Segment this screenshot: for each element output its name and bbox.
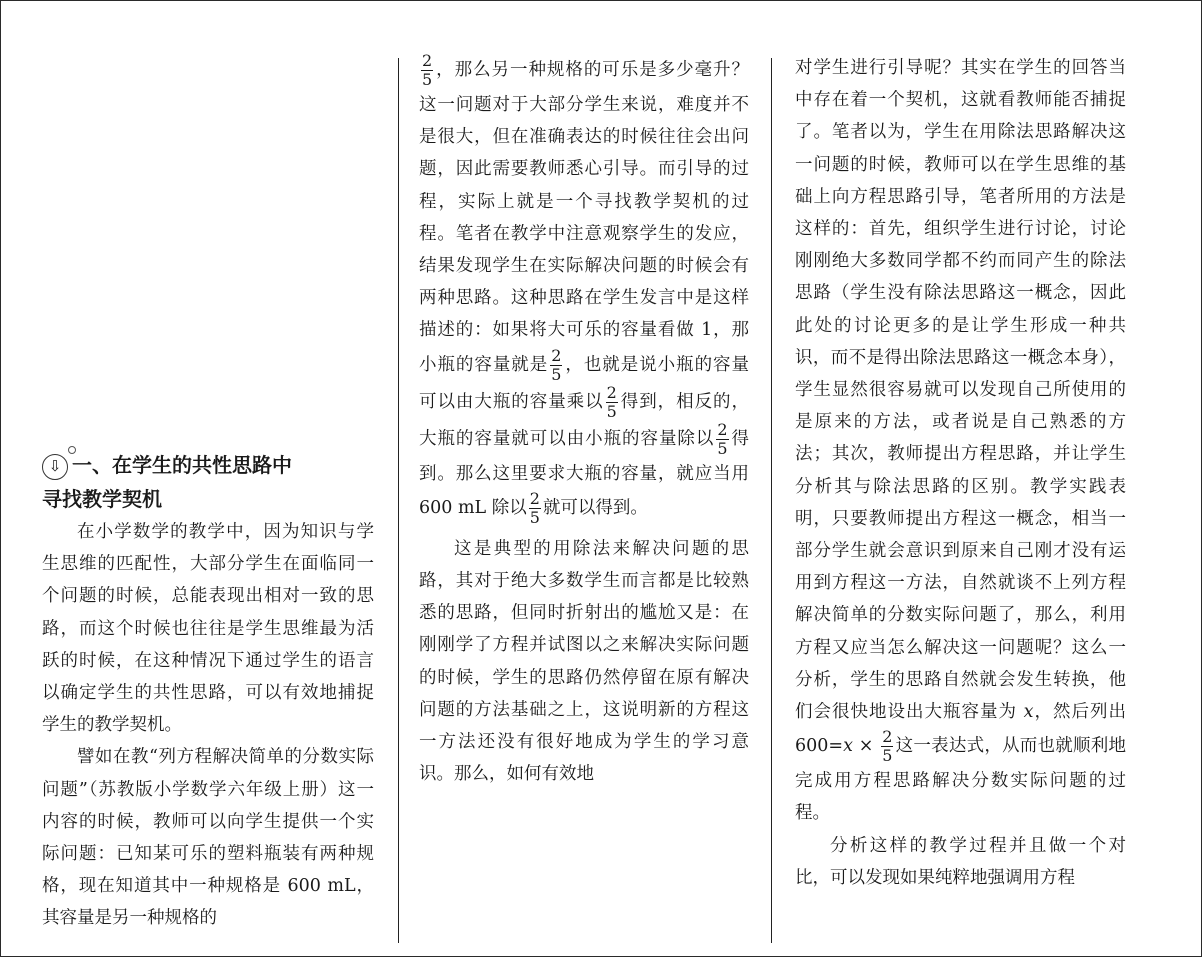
paragraph-2: 譬如在教“列方程解决简单的分数实际问题”（苏教版小学数学六年级上册）这一内容的时候，教师可以向学生提供一个实际问题：已知某可乐的塑料瓶装有两种规格，现在知道其中一种规格是 600 mL，其容量是另一种规格的 — [42, 747, 374, 929]
section-heading — [42, 448, 374, 516]
text-segment: 对学生进行引导呢？其实在学生的回答当中存在着一个契机，这就看教师能否捕捉了。笔者以为，学生在用除法思路解决这一问题的时候，教师可以在学生思维的基础上向方程思路引导，笔者所用的方法是这样的：首先，组织学生进行讨论，讨论刚刚绝大多数同学都不约而同产生的除法思路（学生没有除法思路这一概念，因此此处的讨论更多的是让学生形成一种共识，而不是得出除法思路这一概念本身），学生显然很容易就可以发现自己所使用的是原来的方法，或者说是自己熟悉的方法；其次，教师提出方程思路，并让学生分析其与除法思路的区别。教学实践表明，只要教师提出方程这一概念，相当一部分学生就会意识到原来自己刚才没有运用到方程这一方法，自然就谈不上列方程解决简单的分数实际问题了，那么，利用方程又应当怎么解决这一问题呢？这么一分析，学生的思路自然就会发生转换，他们会很快地设出大瓶容量为 — [795, 58, 1126, 723]
column-rule-right — [771, 58, 772, 943]
column-1 — [42, 448, 374, 935]
text-segment: 得到。那么这里要求大瓶的容量，就应当用 600 mL 除以 — [419, 428, 750, 518]
text-segment: ，那么另一种规格的可乐是多少毫升？这一问题对于大部分学生来说，难度并不是很大，但在准确表达的时候往往会出问题，因此需要教师悉心引导。而引导的过程，实际上就是一个寻找教学契机的过程。笔者在教学中注意观察学生的发应，结果发现学生在实际解决问题的时候会有两种思路。这种思路在学生发言中是这样描述的：如果将大可乐的容量看做 1，那小瓶的容量就是 — [419, 60, 749, 375]
paragraph-1: 在小学数学的教学中，因为知识与学生思维的匹配性，大部分学生在面临同一个问题的时候，总能表现出相对一致的思路，而这个时候也往往是学生思维最为活跃的时候，在这种情况下通过学生的语言以确定学生的共性思路，可以有效地捕捉学生的教学契机。 — [42, 522, 374, 736]
fraction-two-fifths: $\frac{2}{5}$ — [882, 727, 893, 766]
down-arrow-circle-icon: ⇩ — [42, 454, 68, 480]
text-segment: 得到，相反的，大瓶的容量就可以由小瓶的容量除以 — [419, 391, 750, 449]
times-sign: × — [852, 736, 880, 757]
variable-x: x — [1023, 702, 1034, 723]
heading-line-1: 一、在学生的共性思路中 — [72, 453, 292, 477]
column-rule-left — [398, 58, 399, 943]
text-segment: 这一表达式，从而也就顺利地完成用方程思路解决分数实际问题的过程。 — [795, 736, 1126, 824]
fraction-two-fifths: $\frac{2}{5}$ — [529, 488, 540, 527]
paragraph-2: 这是典型的用除法来解决问题的思路，其对于绝大多数学生而言都是比较熟悉的思路，但同时折射出的尴尬又是：在刚刚学了方程并试图以之来解决实际问题的时候，学生的思路仍然停留在原有解决问题的方法基础之上，这说明新的方程这一方法还没有很好地成为学生的学习意识。那么，如何有效地 — [419, 538, 749, 785]
fraction-two-fifths: $\frac{2}{5}$ — [606, 382, 617, 421]
text-segment: ，然后列出 600= — [795, 702, 1127, 757]
text-segment: 就可以得到。 — [542, 497, 648, 518]
column-2 — [419, 52, 749, 790]
paragraph-2: 分析这样的教学过程并且做一个对比，可以发现如果纯粹地强调用方程 — [795, 835, 1126, 888]
fraction-two-fifths: $\frac{2}{5}$ — [551, 345, 562, 384]
paragraph-continued — [419, 52, 749, 527]
paragraph-continued — [795, 52, 1126, 830]
fraction-two-fifths: $\frac{2}{5}$ — [717, 419, 728, 458]
column-3 — [795, 52, 1126, 894]
fraction-two-fifths: $\frac{2}{5}$ — [422, 51, 433, 89]
text-segment: ，也就是说小瓶的容量可以由大瓶的容量乘以 — [419, 354, 750, 412]
heading-line-2: 寻找教学契机 — [42, 487, 162, 511]
variable-x: x — [843, 736, 853, 757]
